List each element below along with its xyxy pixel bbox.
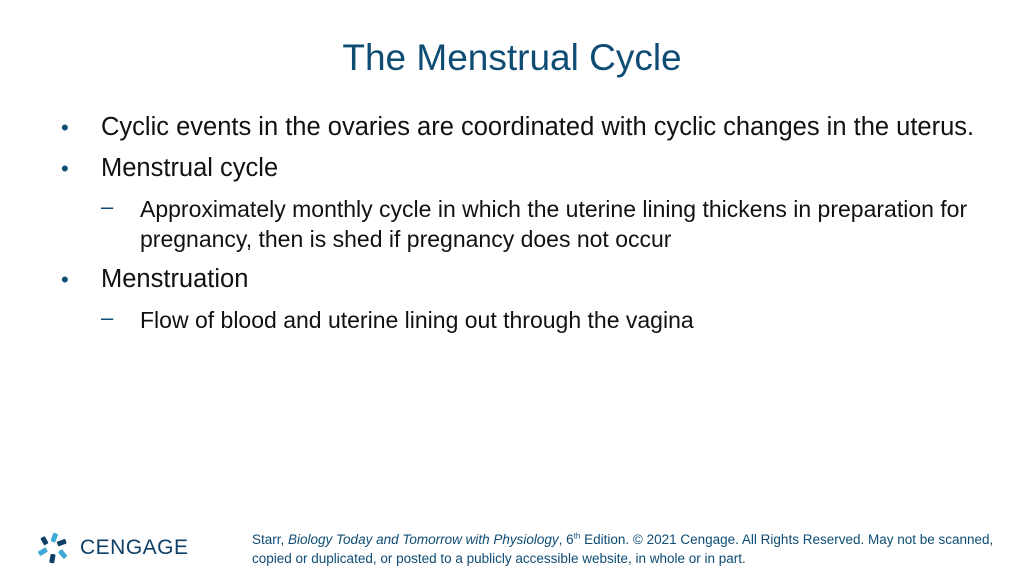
- bullet-marker: •: [61, 115, 69, 140]
- slide-title: The Menstrual Cycle: [342, 37, 682, 78]
- sub-bullet-text: Flow of blood and uterine lining out through the vagina: [140, 307, 694, 333]
- dash-marker: –: [101, 305, 114, 330]
- cengage-logo-icon: [38, 531, 72, 565]
- bullet-text: Menstruation: [101, 265, 249, 293]
- bullet-item: [58, 112, 978, 143]
- footer-book-title: Biology Today and Tomorrow with Physiology: [288, 532, 559, 547]
- dash-marker: –: [101, 194, 114, 219]
- sub-bullet-item: [58, 305, 978, 335]
- logo-text: CENGAGE: [80, 536, 189, 559]
- footer-rights: Edition. © 2021 Cengage. All Rights Reserved. May not be scanned, copied or duplicated, or posted to a publicly accessible website, in whole or in part.: [252, 532, 994, 566]
- cengage-logo: [38, 531, 189, 565]
- footer-edition-sup: th: [573, 531, 581, 541]
- bullet-text: Cyclic events in the ovaries are coordinated with cyclic changes in the uterus.: [101, 113, 975, 141]
- footer-edition: , 6: [558, 532, 574, 547]
- bullet-item: [58, 264, 978, 295]
- bullet-marker: •: [61, 156, 69, 181]
- slide-content: [58, 112, 978, 345]
- footer-author: Starr,: [252, 532, 289, 547]
- copyright-footer: [252, 530, 997, 568]
- sub-bullet-item: [58, 194, 978, 254]
- bullet-marker: •: [61, 267, 69, 292]
- bullet-text: Menstrual cycle: [101, 154, 279, 182]
- sub-bullet-text: Approximately monthly cycle in which the uterine lining thickens in preparation for pregnancy, then is shed if pregnancy does not occur: [140, 196, 968, 252]
- bullet-item: [58, 153, 978, 184]
